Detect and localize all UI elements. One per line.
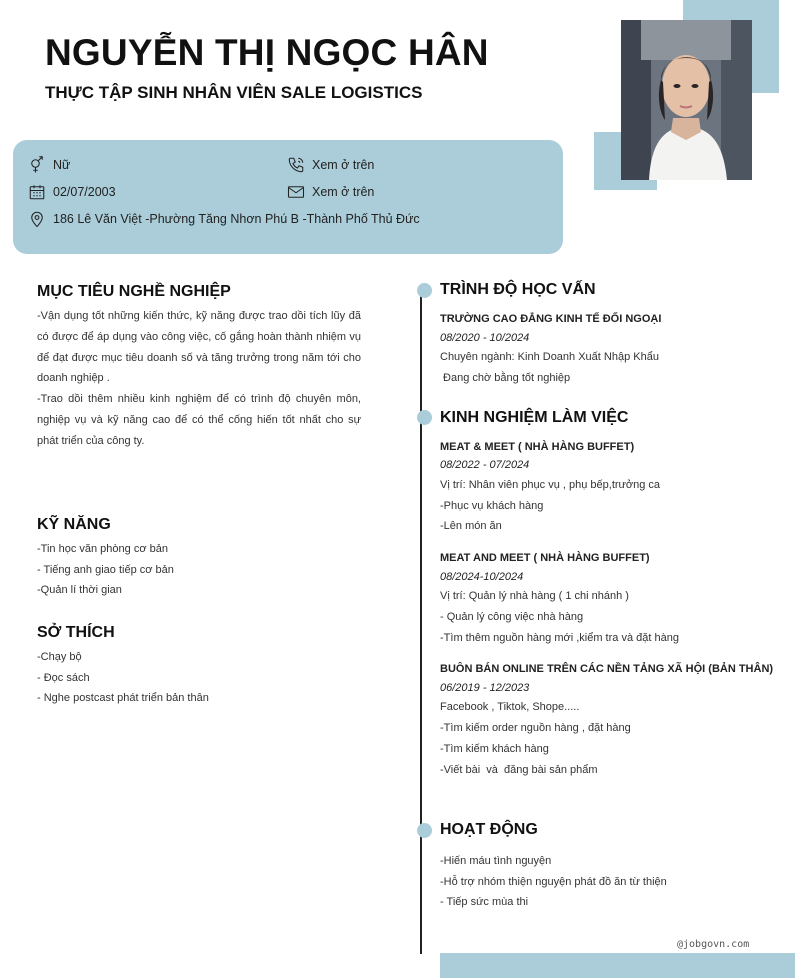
skill-item: - Tiếng anh giao tiếp cơ bản [37,564,174,576]
job-line: -Tìm kiếm khách hàng [440,743,549,755]
address-value: 186 Lê Văn Việt -Phường Tăng Nhơn Phú B -Thành Phố Thủ Đức [53,212,420,226]
gender-icon [28,156,46,174]
activity-item: - Tiếp sức mùa thi [440,896,529,908]
job-line: -Viết bài và đăng bài sản phẩm [440,764,598,776]
mail-icon [287,183,305,201]
contact-gender [28,156,70,174]
watermark: @jobgovn.com [677,939,750,950]
decorative-block-bottom [440,953,795,978]
objective-paragraph: -Trao dồi thêm nhiều kinh nghiệm để có trình độ chuyên môn, nghiệp vụ và kỹ năng cao để có thể cống hiến tốt nhất cho sự phát triển của công ty. [37,393,361,447]
job-line: -Tìm thêm nguồn hàng mới ,kiểm tra và đặt hàng [440,632,679,644]
hobbies-title: SỞ THÍCH [37,624,115,641]
job-line: Vị trí: Nhân viên phục vụ , phụ bếp,trưởng ca [440,479,661,491]
timeline-dot [417,823,432,838]
activity-item: -Hỗ trợ nhóm thiện nguyện phát đồ ăn từ thiện [440,876,667,888]
job-org: MEAT & MEET ( NHÀ HÀNG BUFFET) [440,441,635,453]
contact-email [287,183,374,201]
education-title: TRÌNH ĐỘ HỌC VẤN [440,281,596,298]
hobby-item: -Chạy bộ [37,651,82,663]
gender-value: Nữ [53,158,71,172]
education-line: Đang chờ bằng tốt nghiệp [440,372,571,384]
job-line: - Quản lý công việc nhà hàng [440,611,584,623]
experience-title: KINH NGHIỆM LÀM VIỆC [440,409,629,426]
job-line: -Lên món ăn [440,520,502,532]
objective-title: MỤC TIÊU NGHỀ NGHIỆP [37,283,231,300]
timeline-dot [417,410,432,425]
education-line: Chuyên ngành: Kinh Doanh Xuất Nhập Khẩu [440,351,659,363]
job-date: 08/2024-10/2024 [440,571,524,583]
objective-text [37,306,361,452]
candidate-role: THỰC TẬP SINH NHÂN VIÊN SALE LOGISTICS [45,83,423,102]
candidate-name: NGUYỄN THỊ NGỌC HÂN [45,32,489,73]
education-school: TRƯỜNG CAO ĐẲNG KINH TẾ ĐỐI NGOẠI [440,313,662,325]
location-icon [28,210,46,228]
skill-item: -Quản lí thời gian [37,584,122,596]
timeline-line [420,290,422,954]
job-line: -Tìm kiếm order nguồn hàng , đặt hàng [440,722,631,734]
contact-birthday [28,183,116,201]
phone-value: Xem ở trên [312,158,375,172]
job-line: -Phục vụ khách hàng [440,500,544,512]
skills-title: KỸ NĂNG [37,516,111,533]
hobby-item: - Đọc sách [37,672,90,684]
profile-photo [621,20,752,180]
education-date: 08/2020 - 10/2024 [440,332,530,344]
skill-item: -Tin học văn phòng cơ bản [37,543,168,555]
job-line: Vị trí: Quản lý nhà hàng ( 1 chi nhánh ) [440,590,629,602]
job-date: 06/2019 - 12/2023 [440,682,530,694]
contact-phone [287,156,374,174]
calendar-icon [28,183,46,201]
timeline-dot [417,283,432,298]
job-org: BUÔN BÁN ONLINE TRÊN CÁC NỀN TẢNG XÃ HỘI (BẢN THÂN) [440,663,774,675]
activity-item: -Hiến máu tình nguyện [440,855,552,867]
activities-title: HOẠT ĐỘNG [440,821,538,838]
hobby-item: - Nghe postcast phát triển bản thân [37,692,209,704]
job-org: MEAT AND MEET ( NHÀ HÀNG BUFFET) [440,552,650,564]
birthday-value: 02/07/2003 [53,185,116,199]
job-date: 08/2022 - 07/2024 [440,459,530,471]
objective-paragraph: -Vận dụng tốt những kiến thức, kỹ năng được trao dồi tích lũy đã có được để áp dụng vào công việc, cố gắng hoàn thành nhiệm vụ để đạt được mục tiêu doanh số và tăng trưởng trong năm tới cho doanh nghiệp . [37,310,361,385]
phone-icon [287,156,305,174]
contact-address [28,210,420,228]
email-value: Xem ở trên [312,185,375,199]
job-line: Facebook , Tiktok, Shope..... [440,701,580,713]
